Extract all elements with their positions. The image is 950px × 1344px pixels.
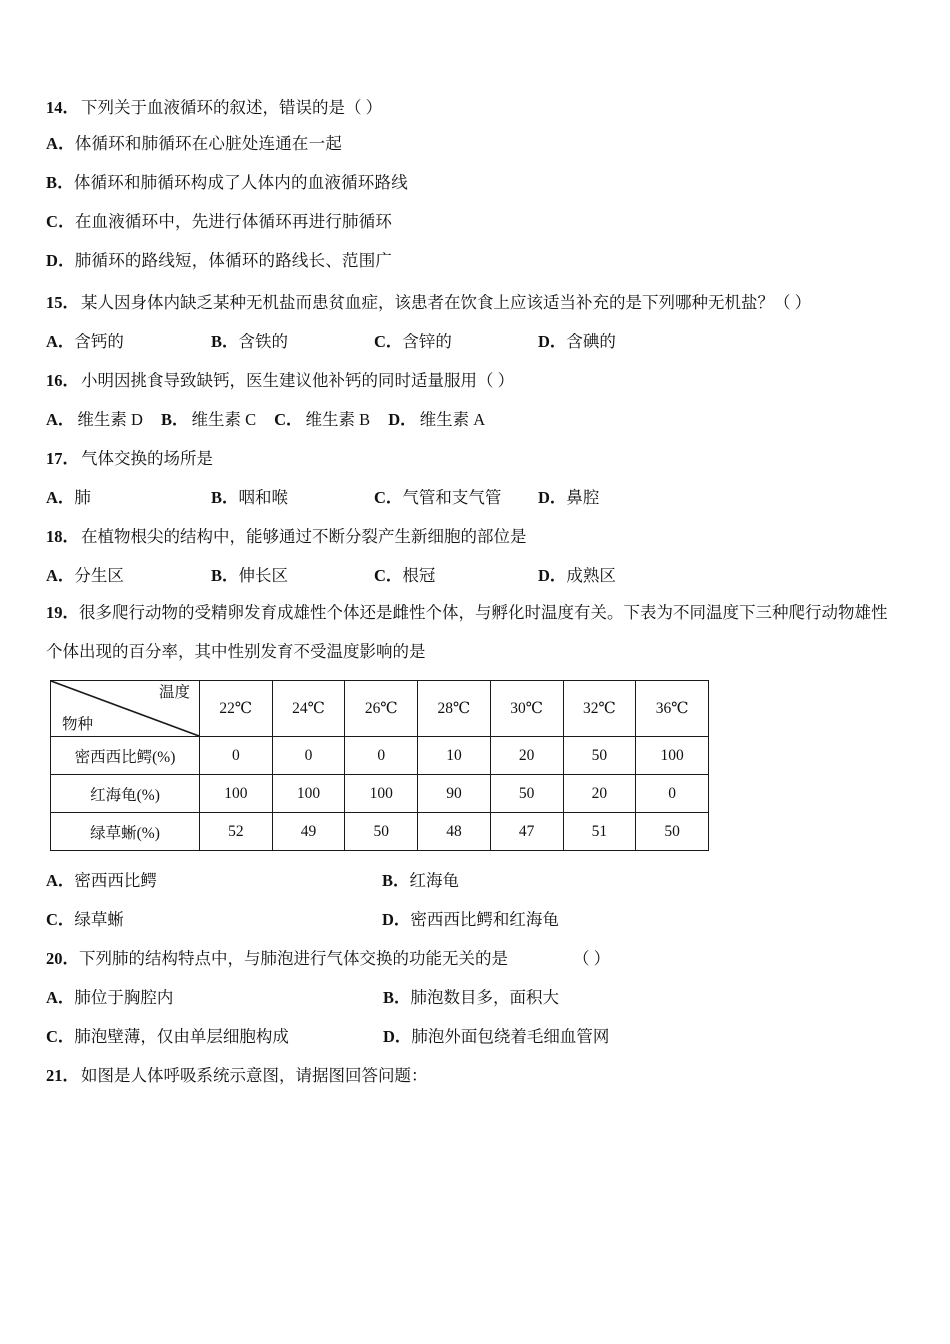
question-17-text: 气体交换的场所是 (81, 448, 213, 468)
question-16-number: 16． (46, 370, 79, 390)
option-letter: D． (383, 1026, 412, 1046)
question-20-option-c[interactable] (46, 1023, 289, 1047)
column-header-22c: 22℃ (200, 681, 273, 737)
question-21-stem (46, 1054, 918, 1093)
option-letter: C． (374, 331, 403, 351)
question-20-option-d[interactable] (383, 1023, 609, 1047)
question-18-stem (46, 515, 918, 554)
question-19-stem (46, 593, 918, 632)
question-18-option-c[interactable] (374, 562, 435, 586)
option-label: 维生素 C (191, 409, 257, 429)
question-20-text: 下列肺的结构特点中，与肺泡进行气体交换的功能无关的是 (79, 948, 508, 968)
question-16-stem (46, 359, 918, 398)
cell-alligator-32c: 50 (563, 737, 636, 775)
table-header-row (51, 681, 709, 737)
question-19-option-a[interactable] (46, 867, 157, 891)
question-20-options-row-2 (46, 1015, 918, 1054)
question-14-option-c[interactable] (46, 203, 918, 242)
cell-turtle-26c: 100 (345, 775, 418, 813)
option-letter: A． (46, 870, 75, 890)
cell-alligator-30c: 20 (490, 737, 563, 775)
cell-lizard-22c: 52 (200, 813, 273, 851)
question-17-option-b[interactable] (211, 484, 288, 508)
option-letter: B． (382, 870, 410, 890)
question-15-options (46, 320, 918, 359)
cell-lizard-30c: 47 (490, 813, 563, 851)
question-16-option-b[interactable] (161, 406, 256, 430)
option-letter: A． (46, 987, 75, 1007)
option-label: 肺泡壁薄，仅由单层细胞构成 (74, 1026, 289, 1046)
table-corner-cell (51, 681, 200, 737)
question-15-text: 某人因身体内缺乏某种无机盐而患贫血症，该患者在饮食上应该适当补充的是下列哪种无机盐？（ ） (81, 292, 812, 312)
corner-header-temperature: 温度 (158, 684, 190, 701)
cell-turtle-28c: 90 (418, 775, 491, 813)
option-letter: B． (211, 331, 239, 351)
option-label: 维生素 A (419, 409, 486, 429)
question-14-option-d[interactable] (46, 242, 918, 281)
option-letter: D． (538, 487, 567, 507)
option-letter: A． (46, 134, 75, 154)
option-letter: C． (46, 1026, 75, 1046)
question-17-stem (46, 437, 918, 476)
question-14-number: 14． (46, 97, 79, 117)
question-18-option-d[interactable] (538, 562, 616, 586)
option-label: 肺位于胸腔内 (74, 987, 174, 1007)
cell-turtle-36c: 0 (636, 775, 709, 813)
question-14-option-b[interactable] (46, 164, 918, 203)
question-20-number: 20． (46, 948, 79, 968)
option-letter: D． (382, 909, 411, 929)
option-letter: C． (374, 487, 403, 507)
cell-lizard-28c: 48 (418, 813, 491, 851)
option-label: 肺 (74, 487, 91, 507)
question-19-number: 19． (46, 603, 79, 622)
option-label: 含铁的 (238, 331, 289, 351)
column-header-32c: 32℃ (563, 681, 636, 737)
question-14-option-a[interactable] (46, 125, 918, 164)
question-15-option-d[interactable] (538, 328, 616, 352)
question-14-stem (46, 86, 918, 125)
question-20-option-a[interactable] (46, 984, 173, 1008)
question-15-number: 15． (46, 292, 79, 312)
option-label: 密西西比鳄和红海龟 (410, 909, 559, 929)
question-19-stem-continued (46, 632, 918, 671)
question-19-option-b[interactable] (382, 867, 459, 891)
cell-turtle-22c: 100 (200, 775, 273, 813)
option-label: 密西西比鳄 (74, 870, 157, 890)
cell-turtle-32c: 20 (563, 775, 636, 813)
option-label: 分生区 (74, 565, 124, 585)
option-letter: B． (46, 173, 74, 193)
option-label: 肺泡外面包绕着毛细血管网 (411, 1026, 610, 1046)
cell-lizard-36c: 50 (636, 813, 709, 851)
option-letter: D． (388, 409, 417, 429)
table-row (51, 813, 709, 851)
question-19-options-row-1 (46, 859, 918, 898)
row-header-alligator: 密西西比鳄(%) (51, 737, 200, 775)
cell-lizard-32c: 51 (563, 813, 636, 851)
question-18-number: 18． (46, 526, 79, 546)
option-label: 鼻腔 (566, 487, 600, 507)
option-letter: B． (160, 409, 189, 429)
column-header-30c: 30℃ (490, 681, 563, 737)
question-19-option-c[interactable] (46, 906, 124, 930)
option-label: 含锌的 (402, 331, 452, 351)
question-18-option-a[interactable] (46, 562, 124, 586)
question-16-options (46, 398, 918, 437)
cell-turtle-30c: 50 (490, 775, 563, 813)
option-letter: B． (383, 987, 411, 1007)
page-content (46, 86, 918, 1093)
question-16-option-d[interactable] (388, 406, 485, 430)
question-20-option-b[interactable] (383, 984, 559, 1008)
option-letter: B． (211, 487, 239, 507)
option-letter: D． (538, 565, 567, 585)
table-row (51, 737, 709, 775)
question-20-stem-text (46, 945, 508, 969)
question-18-option-b[interactable] (211, 562, 288, 586)
cell-alligator-26c: 0 (345, 737, 418, 775)
row-header-lizard: 绿草蜥(%) (51, 813, 200, 851)
question-19-text-line1: 很多爬行动物的受精卵发育成雄性个体还是雌性个体，与孵化时温度有关。下表为不同温度下三种爬行动物雄性 (79, 603, 888, 622)
reptile-temperature-table-wrapper (50, 680, 709, 851)
question-19-text-line2: 个体出现的百分率，其中性别发育不受温度影响的是 (46, 642, 426, 661)
question-14-text: 下列关于血液循环的叙述，错误的是（ ） (81, 97, 383, 117)
question-21-number: 21． (46, 1065, 79, 1085)
option-letter: C． (274, 409, 303, 429)
option-letter: C． (46, 212, 75, 232)
question-15-stem (46, 281, 918, 320)
option-letter: A． (46, 331, 75, 351)
question-21-text: 如图是人体呼吸系统示意图，请据图回答问题： (81, 1065, 428, 1085)
question-15-option-a[interactable] (46, 328, 124, 352)
option-label: 红海龟 (409, 870, 460, 890)
cell-alligator-28c: 10 (418, 737, 491, 775)
option-letter: C． (46, 909, 75, 929)
option-label: 在血液循环中，先进行体循环再进行肺循环 (74, 212, 393, 232)
question-16-text: 小明因挑食导致缺钙，医生建议他补钙的同时适量服用（ ） (81, 370, 515, 390)
option-label: 含碘的 (566, 331, 616, 351)
question-16-option-c[interactable] (274, 406, 370, 430)
option-letter: D． (538, 331, 567, 351)
reptile-temperature-table (50, 680, 709, 851)
option-label: 成熟区 (566, 565, 616, 585)
corner-header-species: 物种 (62, 715, 94, 733)
cell-alligator-36c: 100 (636, 737, 709, 775)
option-label: 体循环和肺循环在心脏处连通在一起 (74, 134, 343, 154)
option-label: 维生素 B (305, 409, 371, 429)
question-19-option-d[interactable] (382, 906, 559, 930)
question-18-options (46, 554, 918, 593)
option-letter: C． (374, 565, 403, 585)
question-15-option-c[interactable] (374, 328, 452, 352)
question-20-stem (46, 937, 918, 976)
option-label: 肺泡数目多，面积大 (410, 987, 560, 1007)
question-17-options (46, 476, 918, 515)
question-17-option-c[interactable] (374, 484, 501, 508)
question-20-answer-parenthesis: （ ） (573, 948, 611, 968)
column-header-24c: 24℃ (272, 681, 345, 737)
option-letter: A． (46, 409, 75, 429)
option-letter: A． (46, 487, 75, 507)
question-18-text: 在植物根尖的结构中，能够通过不断分裂产生新细胞的部位是 (81, 526, 527, 546)
question-16-option-a[interactable] (46, 406, 143, 430)
cell-lizard-26c: 50 (345, 813, 418, 851)
column-header-26c: 26℃ (345, 681, 418, 737)
row-header-turtle: 红海龟(%) (51, 775, 200, 813)
option-letter: D． (46, 251, 75, 271)
column-header-28c: 28℃ (418, 681, 491, 737)
table-row (51, 775, 709, 813)
option-label: 维生素 D (77, 409, 143, 429)
option-label: 肺循环的路线短，体循环的路线长、范围广 (74, 251, 393, 271)
question-17-number: 17． (46, 448, 79, 468)
cell-lizard-24c: 49 (272, 813, 345, 851)
cell-alligator-22c: 0 (200, 737, 273, 775)
question-20-options-row-1 (46, 976, 918, 1015)
cell-alligator-24c: 0 (272, 737, 345, 775)
question-17-option-a[interactable] (46, 484, 91, 508)
option-label: 含钙的 (74, 331, 124, 351)
column-header-36c: 36℃ (636, 681, 709, 737)
option-label: 体循环和肺循环构成了人体内的血液循环路线 (73, 173, 408, 193)
question-19-options-row-2 (46, 898, 918, 937)
option-label: 咽和喉 (238, 487, 289, 507)
question-17-option-d[interactable] (538, 484, 599, 508)
option-label: 根冠 (402, 565, 436, 585)
cell-turtle-24c: 100 (272, 775, 345, 813)
option-letter: A． (46, 565, 75, 585)
option-label: 伸长区 (238, 565, 289, 585)
option-label: 气管和支气管 (402, 487, 502, 507)
question-15-option-b[interactable] (211, 328, 288, 352)
option-label: 绿草蜥 (74, 909, 124, 929)
option-letter: B． (211, 565, 239, 585)
